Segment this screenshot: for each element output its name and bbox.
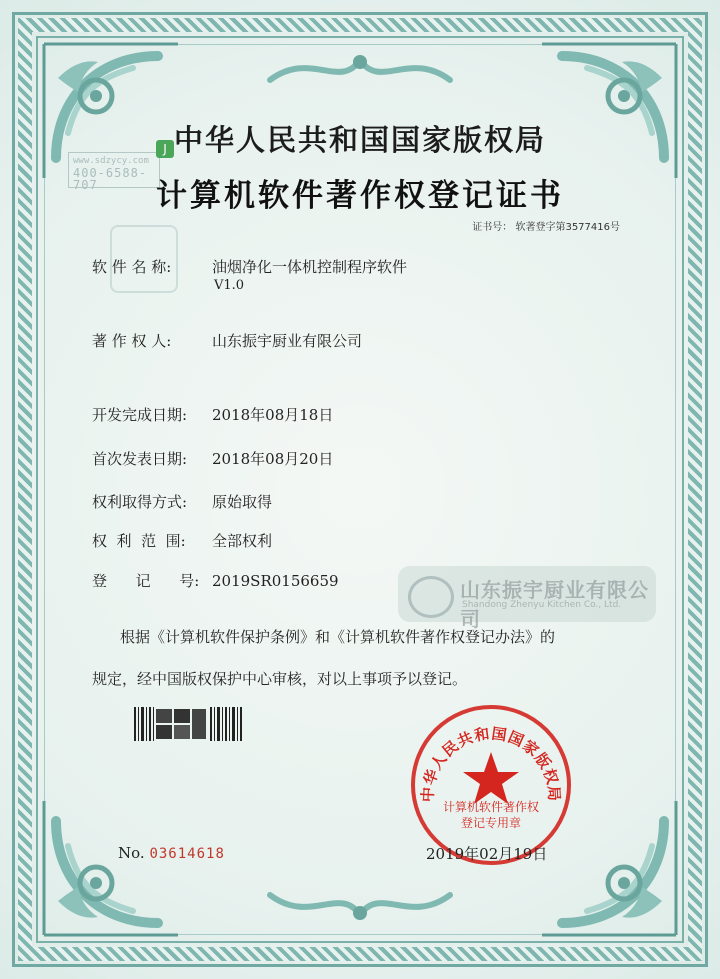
seal-text-line-2: 登记专用章 xyxy=(460,816,521,830)
field-copyright-owner xyxy=(92,330,362,351)
field-value: 2019SR0156659 xyxy=(212,572,339,590)
company-watermark xyxy=(398,566,656,631)
corner-ornament-icon xyxy=(38,791,188,941)
company-watermark-english: Shandong Zhenyu Kitchen Co., Ltd. xyxy=(462,600,622,610)
field-acquisition-method xyxy=(92,491,272,512)
field-software-version xyxy=(214,278,244,293)
field-completion-date xyxy=(92,404,333,425)
corner-ornament-icon xyxy=(532,38,682,188)
serial-number-value: 03614618 xyxy=(149,846,225,862)
field-label: 权 利 范 围: xyxy=(92,532,186,550)
field-software-name xyxy=(92,256,407,277)
field-value: 原始取得 xyxy=(212,493,273,511)
field-first-publication-date xyxy=(92,448,333,469)
field-rights-scope xyxy=(92,530,272,551)
certificate-title: 计算机软件著作权登记证书 xyxy=(156,178,564,214)
statement-line-1: 根据《计算机软件保护条例》和《计算机软件著作权登记办法》的 xyxy=(120,628,556,646)
field-value: 2018年08月20日 xyxy=(212,450,334,468)
bottom-center-ornament-icon xyxy=(260,880,460,935)
watermark-badge-icon: J xyxy=(156,140,174,158)
field-value: 2018年08月18日 xyxy=(212,406,334,424)
field-registration-number xyxy=(92,570,339,591)
company-watermark-name: 山东振宇厨业有限公司 xyxy=(460,578,649,631)
field-label: 权利取得方式: xyxy=(92,493,188,511)
field-value: 全部权利 xyxy=(212,532,273,550)
field-value: V1.0 xyxy=(214,278,245,293)
issuing-authority: 中华人民共和国国家版权局 xyxy=(173,123,546,157)
seal-text-line-1: 计算机软件著作权 xyxy=(442,800,539,814)
field-value: 油烟净化一体机控制程序软件 xyxy=(212,258,408,276)
field-label: 软 件 名 称: xyxy=(92,258,172,276)
barcode-icon xyxy=(134,707,244,741)
field-label: 著 作 权 人: xyxy=(92,332,172,350)
company-logo-icon xyxy=(408,576,454,618)
watermark-phone: 400-6588-707 xyxy=(73,166,148,192)
serial-number-label: No. xyxy=(118,844,145,862)
field-label: 开发完成日期: xyxy=(92,406,188,424)
watermark-website: www.sdzycy.com xyxy=(73,156,149,166)
issue-date: 2019年02月19日 xyxy=(426,845,548,863)
certificate-number: 证书号： 软著登字第3577416号 xyxy=(472,222,620,233)
field-label: 登 记 号: xyxy=(92,572,200,590)
field-label: 首次发表日期: xyxy=(92,450,188,468)
top-center-ornament-icon xyxy=(260,40,460,100)
seal-ring-text: 中华人民共和国国家版权局 xyxy=(418,724,564,803)
field-value: 山东振宇厨业有限公司 xyxy=(212,332,363,350)
statement-line-2: 规定，经中国版权保护中心审核，对以上事项予以登记。 xyxy=(92,670,468,688)
serial-number xyxy=(118,844,225,862)
